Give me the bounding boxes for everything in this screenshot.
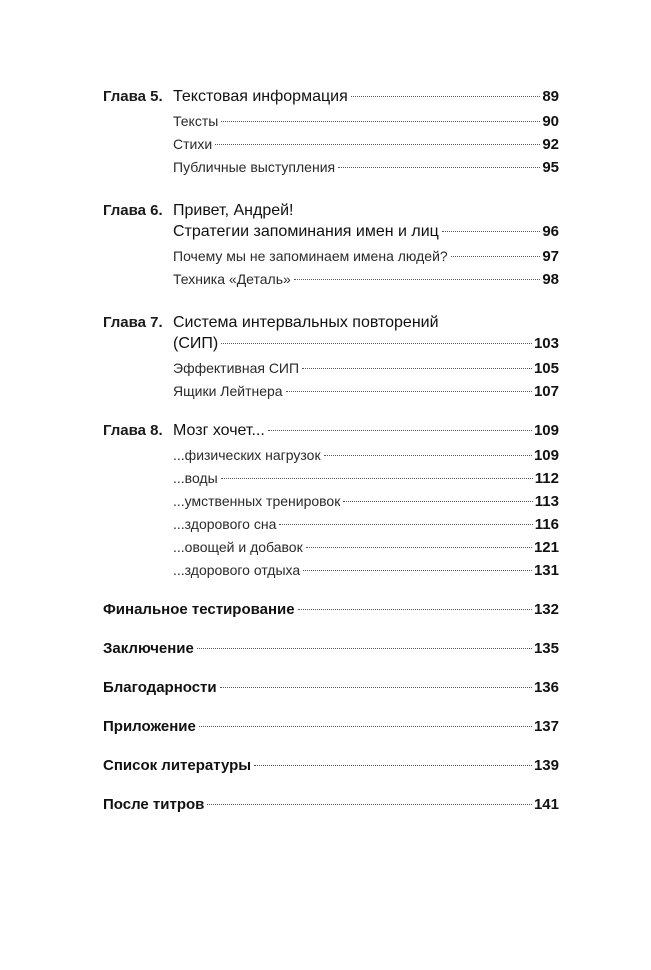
- section-title: Благодарности: [103, 679, 217, 696]
- dot-leader: [221, 121, 540, 122]
- chapter-7: [103, 310, 559, 406]
- dot-leader: [207, 804, 532, 805]
- dot-leader: [199, 726, 532, 727]
- page-number: 137: [533, 718, 559, 735]
- entry-title: Ящики Лейтнера: [173, 383, 283, 399]
- dot-leader: [302, 368, 532, 369]
- dot-leader: [220, 687, 532, 688]
- entry-title: ...овощей и добавок: [173, 539, 303, 555]
- chapter-8: [103, 422, 559, 585]
- page-number: 107: [533, 383, 559, 400]
- entry-title: ...воды: [173, 470, 218, 486]
- toc-entry[interactable]: [173, 539, 559, 562]
- subsection-list: [173, 447, 559, 585]
- entry-title: Публичные выступления: [173, 159, 336, 175]
- toc-section-references[interactable]: [103, 757, 559, 781]
- dot-leader: [268, 430, 532, 431]
- toc-entry[interactable]: [173, 360, 559, 383]
- toc-entry[interactable]: [173, 562, 559, 585]
- entry-title: ...здорового отдыха: [173, 562, 301, 578]
- page-number: 96: [542, 223, 559, 240]
- dot-leader: [215, 144, 540, 145]
- toc-section-post-credits[interactable]: [103, 796, 559, 820]
- page-number: 141: [533, 796, 559, 813]
- toc-section-appendix[interactable]: [103, 718, 559, 742]
- dot-leader: [279, 524, 532, 525]
- dot-leader: [451, 256, 541, 257]
- chapter-title: Привет, Андрей!: [173, 202, 294, 219]
- chapter-title-continued: (СИП): [173, 335, 219, 352]
- entry-title: Тексты: [173, 113, 219, 129]
- toc-entry[interactable]: [173, 136, 559, 159]
- entry-title: ...умственных тренировок: [173, 493, 341, 509]
- section-title: Финальное тестирование: [103, 601, 295, 618]
- section-title: После титров: [103, 796, 205, 813]
- dot-leader: [298, 609, 532, 610]
- entry-title: ...здорового сна: [173, 516, 277, 532]
- page-number: 103: [533, 335, 559, 352]
- entry-title: Стихи: [173, 136, 213, 152]
- toc-entry[interactable]: [173, 422, 559, 447]
- chapter-6: [103, 198, 559, 294]
- toc-entry[interactable]: [173, 113, 559, 136]
- chapter-label: Глава 6.: [103, 202, 163, 219]
- page-number: 92: [542, 136, 559, 153]
- toc-section-conclusion[interactable]: [103, 640, 559, 664]
- page-number: 136: [533, 679, 559, 696]
- entry-title: Техника «Деталь»: [173, 271, 291, 287]
- page-number: 98: [542, 271, 559, 288]
- toc-section-final-test[interactable]: [103, 601, 559, 625]
- section-title: Заключение: [103, 640, 194, 657]
- dot-leader: [286, 391, 532, 392]
- dot-leader: [197, 648, 532, 649]
- page-number: 135: [533, 640, 559, 657]
- dot-leader: [343, 501, 532, 502]
- dot-leader: [221, 343, 532, 344]
- page-number: 112: [534, 470, 559, 487]
- subsection-list: [173, 223, 559, 294]
- page-number: 116: [534, 516, 559, 533]
- dot-leader: [221, 478, 533, 479]
- entry-title: ...физических нагрузок: [173, 447, 321, 463]
- entry-title: Почему мы не запоминаем имена людей?: [173, 248, 448, 264]
- toc-entry[interactable]: [173, 248, 559, 271]
- page-number: 121: [533, 539, 559, 556]
- dot-leader: [306, 547, 532, 548]
- page-number: 97: [542, 248, 559, 265]
- page-number: 109: [533, 422, 559, 439]
- table-of-contents: [103, 88, 559, 835]
- section-title: Список литературы: [103, 757, 252, 774]
- toc-entry[interactable]: [173, 383, 559, 406]
- chapter-heading: [103, 88, 559, 113]
- page-number: 113: [534, 493, 559, 510]
- page-number: 131: [533, 562, 559, 579]
- toc-entry[interactable]: [173, 88, 559, 113]
- dot-leader: [338, 167, 540, 168]
- page-number: 90: [542, 113, 559, 130]
- chapter-title: Текстовая информация: [173, 88, 348, 105]
- toc-entry[interactable]: [173, 335, 559, 360]
- chapter-title: Мозг хочет...: [173, 422, 265, 439]
- toc-section-acknowledgements[interactable]: [103, 679, 559, 703]
- dot-leader: [294, 279, 541, 280]
- chapter-title-continued: Стратегии запоминания имен и лиц: [173, 223, 439, 240]
- dot-leader: [351, 96, 541, 97]
- subsection-list: [173, 113, 559, 182]
- toc-entry[interactable]: [173, 516, 559, 539]
- chapter-label: Глава 5.: [103, 88, 163, 105]
- chapter-heading: [103, 310, 559, 335]
- chapter-heading: [103, 422, 559, 447]
- chapter-heading: [103, 198, 559, 223]
- page-number: 139: [533, 757, 559, 774]
- chapter-label: Глава 7.: [103, 314, 163, 331]
- toc-entry[interactable]: [173, 159, 559, 182]
- entry-title: Эффективная СИП: [173, 360, 300, 376]
- page-number: 132: [533, 601, 559, 618]
- section-title: Приложение: [103, 718, 196, 735]
- chapter-label: Глава 8.: [103, 422, 163, 439]
- toc-entry[interactable]: [173, 271, 559, 294]
- toc-entry[interactable]: [173, 447, 559, 470]
- page-number: 109: [533, 447, 559, 464]
- chapter-5: [103, 88, 559, 182]
- toc-entry[interactable]: [173, 470, 559, 493]
- chapter-title: Система интервальных повторений: [173, 314, 439, 331]
- dot-leader: [442, 231, 540, 232]
- toc-entry[interactable]: [173, 223, 559, 248]
- page-number: 89: [542, 88, 559, 105]
- dot-leader: [324, 455, 532, 456]
- subsection-list: [173, 335, 559, 406]
- toc-entry[interactable]: [173, 493, 559, 516]
- dot-leader: [254, 765, 532, 766]
- page-number: 95: [542, 159, 559, 176]
- page-number: 105: [533, 360, 559, 377]
- dot-leader: [303, 570, 532, 571]
